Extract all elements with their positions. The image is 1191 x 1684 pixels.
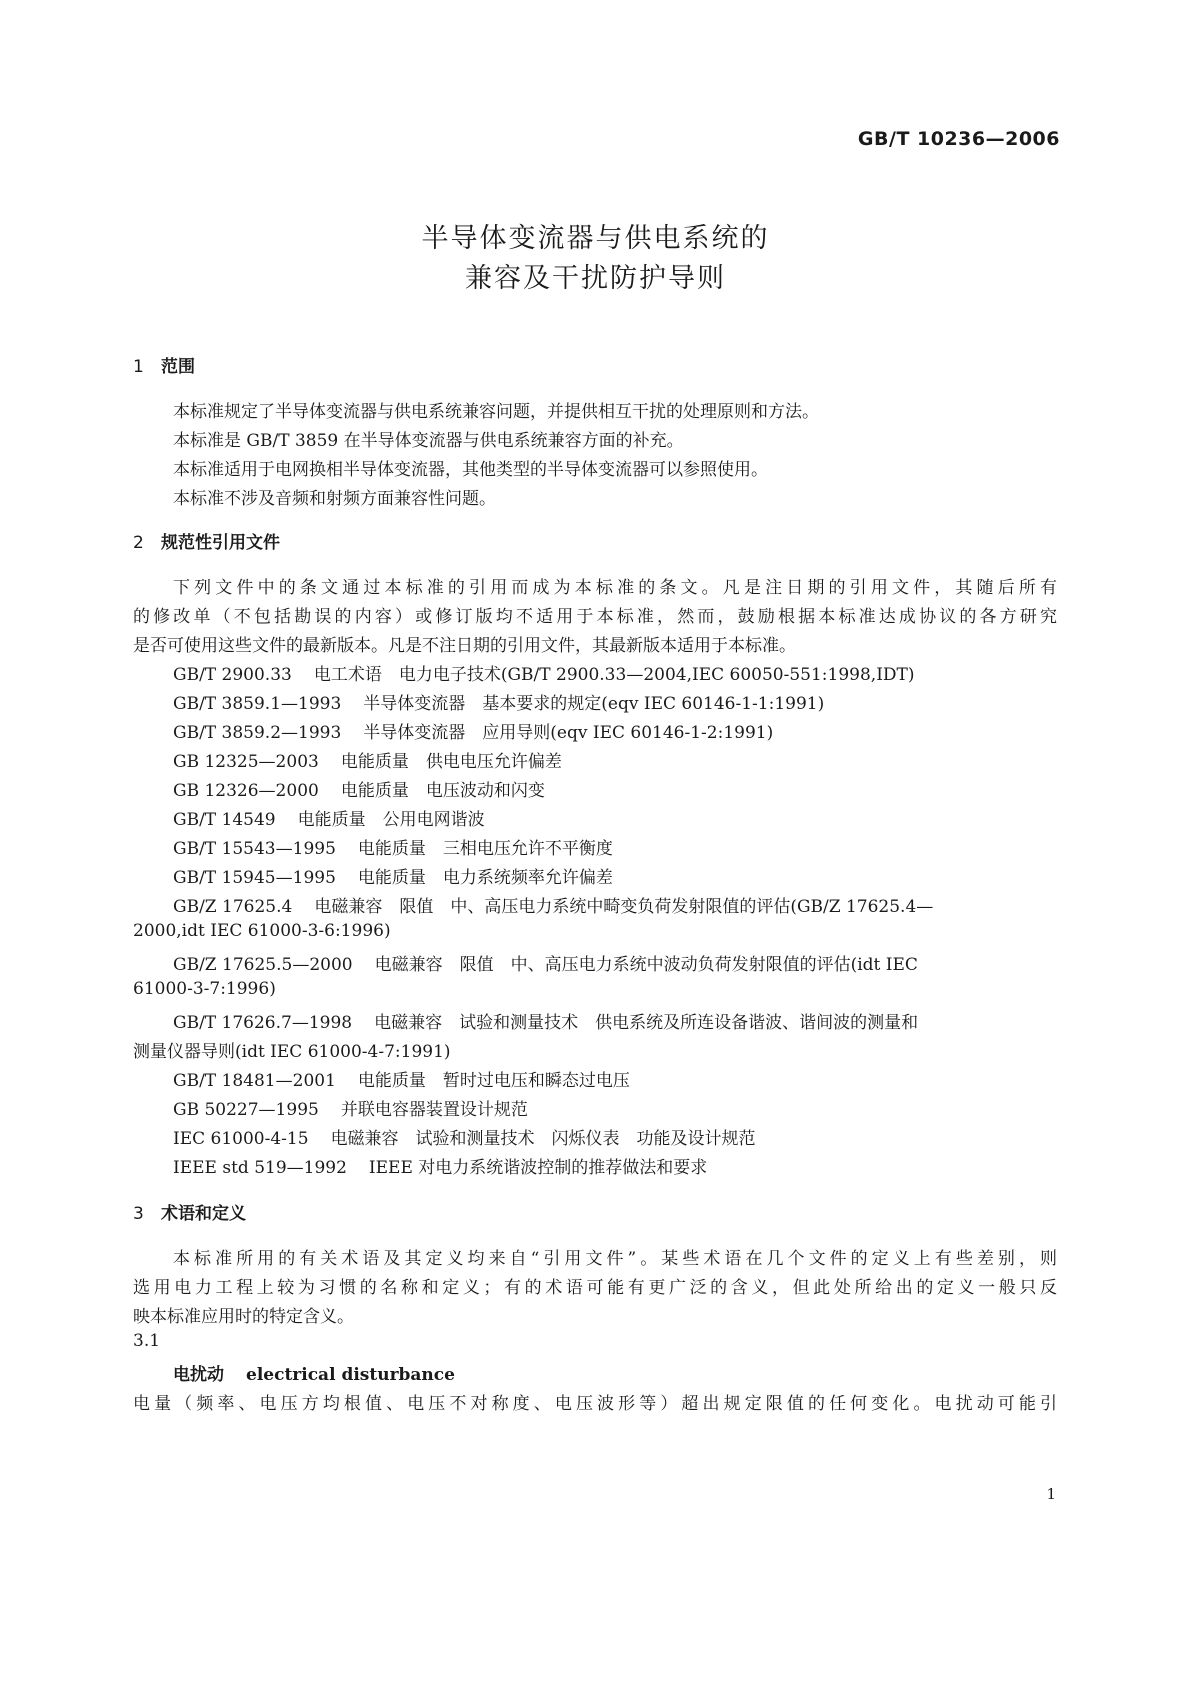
term-definition: 电量（频率、电压方均根值、电压不对称度、电压波形等）超出规定限值的任何变化。电扰动可能引 — [133, 1394, 1057, 1414]
reference-code: GB/T 15543—1995 — [173, 839, 336, 859]
paragraph-line: 映本标准应用时的特定含义。 — [133, 1307, 354, 1327]
reference-title: 电磁兼容 试验和测量技术 供电系统及所连设备谐波、谐间波的测量和 — [374, 1013, 919, 1033]
reference-code: GB/T 3859.1—1993 — [173, 694, 342, 714]
section-title: 规范性引用文件 — [161, 533, 280, 553]
reference-code: GB/Z 17625.5—2000 — [173, 955, 353, 975]
paragraph-line: 是否可使用这些文件的最新版本。凡是不注日期的引用文件，其最新版本适用于本标准。 — [133, 636, 796, 656]
section-number: 2 — [133, 533, 144, 553]
section-number: 3 — [133, 1204, 144, 1224]
paragraph: 本标准规定了半导体变流器与供电系统兼容问题，并提供相互干扰的处理原则和方法。 — [173, 402, 819, 422]
reference-item — [173, 1008, 1057, 1033]
reference-code: GB/T 18481—2001 — [173, 1071, 336, 1091]
term-chinese: 电扰动 — [173, 1365, 224, 1385]
reference-code: GB/T 3859.2—1993 — [173, 723, 342, 743]
reference-continuation: 61000-3-7:1996) — [133, 979, 276, 999]
reference-code: IEC 61000-4-15 — [173, 1129, 309, 1149]
reference-item — [173, 834, 1057, 859]
reference-item — [173, 805, 1057, 830]
reference-title: 电能质量 供电电压允许偏差 — [340, 752, 562, 772]
reference-title: 电能质量 三相电压允许不平衡度 — [357, 839, 613, 859]
reference-code: GB/T 17626.7—1998 — [173, 1013, 353, 1033]
reference-title: IEEE 对电力系统谐波控制的推荐做法和要求 — [368, 1158, 708, 1178]
reference-title: 半导体变流器 基本要求的规定(eqv IEC 60146-1-1:1991) — [363, 694, 825, 714]
reference-item — [173, 1124, 1057, 1149]
reference-code: IEEE std 519—1992 — [173, 1158, 347, 1178]
reference-code: GB/T 2900.33 — [173, 665, 292, 685]
paragraph-line: 下列文件中的条文通过本标准的引用而成为本标准的条文。凡是注日期的引用文件，其随后所有 — [173, 578, 1057, 598]
reference-continuation: 测量仪器导则(idt IEC 61000-4-7:1991) — [133, 1042, 451, 1062]
reference-title: 半导体变流器 应用导则(eqv IEC 60146-1-2:1991) — [363, 723, 774, 743]
reference-item — [173, 747, 1057, 772]
reference-code: GB 12326—2000 — [173, 781, 319, 801]
section-1-heading — [133, 352, 195, 377]
reference-item — [173, 718, 1057, 743]
title-line-2: 兼容及干扰防护导则 — [465, 263, 726, 294]
section-title: 范围 — [161, 357, 195, 377]
reference-title: 电能质量 暂时过电压和瞬态过电压 — [357, 1071, 630, 1091]
reference-title: 电磁兼容 试验和测量技术 闪烁仪表 功能及设计规范 — [330, 1129, 756, 1149]
reference-item — [173, 1066, 1057, 1091]
reference-code: GB 50227—1995 — [173, 1100, 319, 1120]
reference-title: 并联电容器装置设计规范 — [340, 1100, 528, 1120]
paragraph-line: 选用电力工程上较为习惯的名称和定义；有的术语可能有更广泛的含义，但此处所给出的定义一般只反 — [133, 1278, 1057, 1298]
clause-number: 3.1 — [133, 1331, 161, 1351]
reference-item — [173, 660, 1057, 685]
reference-title: 电能质量 电力系统频率允许偏差 — [357, 868, 613, 888]
paragraph: 本标准不涉及音频和射频方面兼容性问题。 — [173, 489, 496, 509]
section-2-heading — [133, 528, 280, 553]
section-title: 术语和定义 — [161, 1204, 246, 1224]
reference-title: 电能质量 电压波动和闪变 — [340, 781, 545, 801]
section-3-heading — [133, 1199, 246, 1224]
reference-item — [173, 950, 1057, 975]
reference-title: 电工术语 电力电子技术(GB/T 2900.33—2004,IEC 60050-551:1998,IDT) — [313, 665, 915, 685]
section-number: 1 — [133, 357, 144, 377]
term-entry — [173, 1360, 455, 1385]
term-english: electrical disturbance — [246, 1365, 455, 1385]
reference-item — [173, 776, 1057, 801]
reference-title: 电磁兼容 限值 中、高压电力系统中波动负荷发射限值的评估(idt IEC — [374, 955, 918, 975]
reference-item — [173, 689, 1057, 714]
reference-continuation: 2000,idt IEC 61000-3-6:1996) — [133, 921, 391, 941]
paragraph-line: 本标准所用的有关术语及其定义均来自“引用文件”。某些术语在几个文件的定义上有些差别，则 — [173, 1249, 1057, 1269]
standard-code: GB/T 10236—2006 — [857, 128, 1060, 150]
title-line-1: 半导体变流器与供电系统的 — [421, 223, 770, 254]
page-number: 1 — [1046, 1485, 1056, 1503]
reference-item — [173, 892, 1057, 917]
reference-code: GB/T 14549 — [173, 810, 276, 830]
reference-item — [173, 863, 1057, 888]
reference-title: 电能质量 公用电网谐波 — [297, 810, 485, 830]
paragraph: 本标准是 GB/T 3859 在半导体变流器与供电系统兼容方面的补充。 — [173, 431, 684, 451]
reference-code: GB/Z 17625.4 — [173, 897, 293, 917]
reference-item — [173, 1153, 1057, 1178]
reference-item — [173, 1095, 1057, 1120]
paragraph: 本标准适用于电网换相半导体变流器，其他类型的半导体变流器可以参照使用。 — [173, 460, 768, 480]
reference-code: GB/T 15945—1995 — [173, 868, 336, 888]
reference-title: 电磁兼容 限值 中、高压电力系统中畸变负荷发射限值的评估(GB/Z 17625.4— — [314, 897, 934, 917]
paragraph-line: 的修改单（不包括勘误的内容）或修订版均不适用于本标准，然而，鼓励根据本标准达成协议的各方研究 — [133, 607, 1057, 627]
reference-code: GB 12325—2003 — [173, 752, 319, 772]
